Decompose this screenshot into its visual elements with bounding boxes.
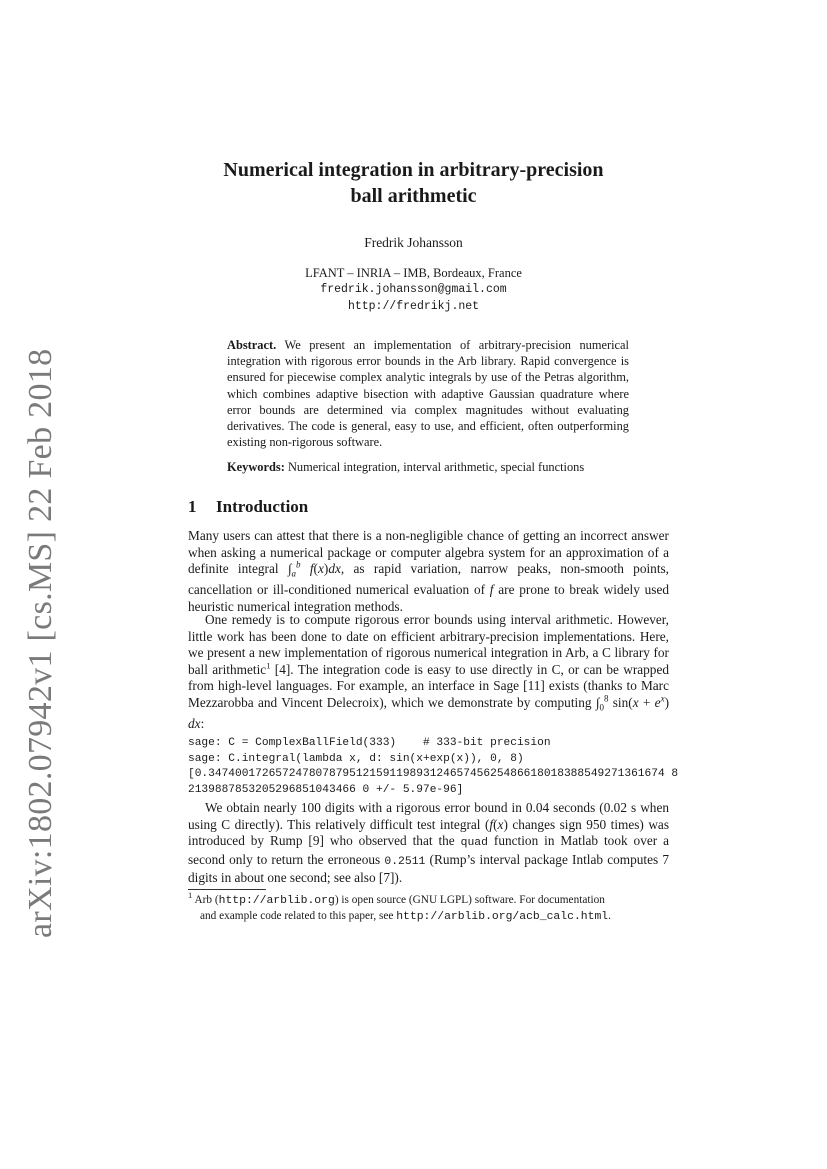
abstract [227, 337, 629, 450]
footnote [188, 890, 669, 925]
p1-text-a: Many users can attest that there is a non-negligible chance of getting an incorrect answer when asking a numerical package or computer algebra system for an approximation of a definite integral [188, 528, 669, 577]
p2-text-a: One remedy is to compute rigorous error bounds using interval arithmetic. However, little work has been done to date on efficient arbitrary-precision implementations. Here, we present a new implementation of rigorous numerical integration in Arb, a C library for ball arithmetic [188, 612, 669, 677]
abstract-label: Abstract. [227, 338, 277, 352]
paragraph-3: We obtain nearly 100 digits with a rigorous error bound in 0.04 seconds (0.02 s when using C directly). This relatively difficult test integral (f(x) changes sign 950 times) was introduced by Rump [9] who observed that the quad function in Matlab took over a second only to return the erroneous 0.2511 (Rump’s interval package Intlab computes 7 digits in about one second; see also [7]). [188, 800, 669, 886]
fn-text-d: . [608, 910, 611, 922]
code-line: sage: C.integral(lambda x, d: sin(x+exp(x)), 0, 8) [188, 752, 524, 765]
section-title: Introduction [216, 497, 309, 516]
p1-text-b: , as rapid variation, narrow peaks, non-smooth points, cancellation or ill-conditioned numerical evaluation of [188, 561, 670, 598]
paper-title [150, 157, 677, 209]
code-block [188, 736, 678, 798]
paragraph-1 [188, 528, 669, 616]
footnote-link-arblib[interactable]: http://arblib.org [218, 895, 335, 907]
author-email[interactable]: fredrik.johansson@gmail.com [320, 283, 507, 296]
p2-text-b: [4]. The integration code is easy to use directly in C, or can be wrapped from high-level languages. For example, an interface in Sage [11] exists (thanks to Marc Mezzarobba and Vincent Delecroix), which we demonstrate by computing [188, 661, 669, 710]
integral-formula: $\int_a^b$ f(x)dx [287, 559, 341, 579]
keywords-label: Keywords: [227, 460, 285, 474]
footnote-ref[interactable]: 1 [266, 660, 271, 671]
code-line: [0.34740017265724780787951215911989312465745625486618018388549271361674 8 [188, 768, 679, 780]
code-line: sage: C = ComplexBallField(333) # 333-bit precision [188, 737, 551, 749]
affiliation: LFANT – INRIA – IMB, Bordeaux, France [305, 266, 522, 280]
footnote-mark: 1 [188, 890, 193, 901]
title-line-2: ball arithmetic [350, 185, 477, 207]
p3-text-b: changes sign 950 times) was introduced by Rump [9] who observed that the [188, 816, 669, 849]
integral-formula-2: $\int_0^8$ $\sin(x + e^x)$ dx [188, 693, 669, 732]
p1-text-c: are prone to break widely used heuristic numerical integration methods. [188, 582, 669, 615]
keywords [227, 460, 637, 475]
code-line: 2139887853205296851043466 0 +/- 5.97e-96] [188, 783, 464, 796]
fn-text-a: Arb ( [192, 894, 219, 906]
p3-text-d: (Rump’s interval package Intlab computes 7 digits in about one second; see also [7]). [188, 851, 669, 886]
fn-text-b: ) is open source (GNU LGPL) software. For documentation [334, 894, 605, 906]
footnote-link-acb-calc[interactable]: http://arblib.org/acb_calc.html [396, 911, 609, 923]
abstract-text: We present an implementation of arbitrary-precision numerical integration with rigorous error bounds in the Arb library. Rapid convergence is ensured for piecewise complex analytic integrals by use of the Petras algorithm, which combines adaptive bisection with adaptive Gaussian quadrature where error bounds are determined via complex magnitudes without evaluating derivatives. The code is general, easy to use, and efficient, often outperforming existing non-rigorous software. [227, 338, 629, 450]
section-heading [188, 497, 308, 517]
footnote-rule [188, 889, 266, 890]
erroneous-value: 0.2511 [384, 855, 426, 868]
title-line-1: Numerical integration in arbitrary-precision [223, 159, 604, 181]
arxiv-identifier: arXiv:1802.07942v1 [cs.MS] 22 Feb 2018 [22, 348, 59, 938]
p3-text-c: function in Matlab took over a second only to return the erroneous [188, 833, 669, 867]
author-name: Fredrik Johansson [364, 235, 463, 250]
section-number: 1 [188, 497, 197, 516]
fn-text-c: and example code related to this paper, see [200, 910, 397, 922]
math-f: f [489, 582, 494, 598]
p3-text-a: We obtain nearly 100 digits with a rigorous error bound in 0.04 seconds (0.02 s when using C directly). This relatively difficult test integral ( [188, 800, 669, 832]
quad-code: quad [460, 837, 488, 850]
paragraph-2 [188, 612, 669, 733]
keywords-text: Numerical integration, interval arithmetic, special functions [287, 460, 585, 474]
author-website[interactable]: http://fredrikj.net [347, 300, 480, 313]
p2-text-c: : [200, 716, 205, 732]
